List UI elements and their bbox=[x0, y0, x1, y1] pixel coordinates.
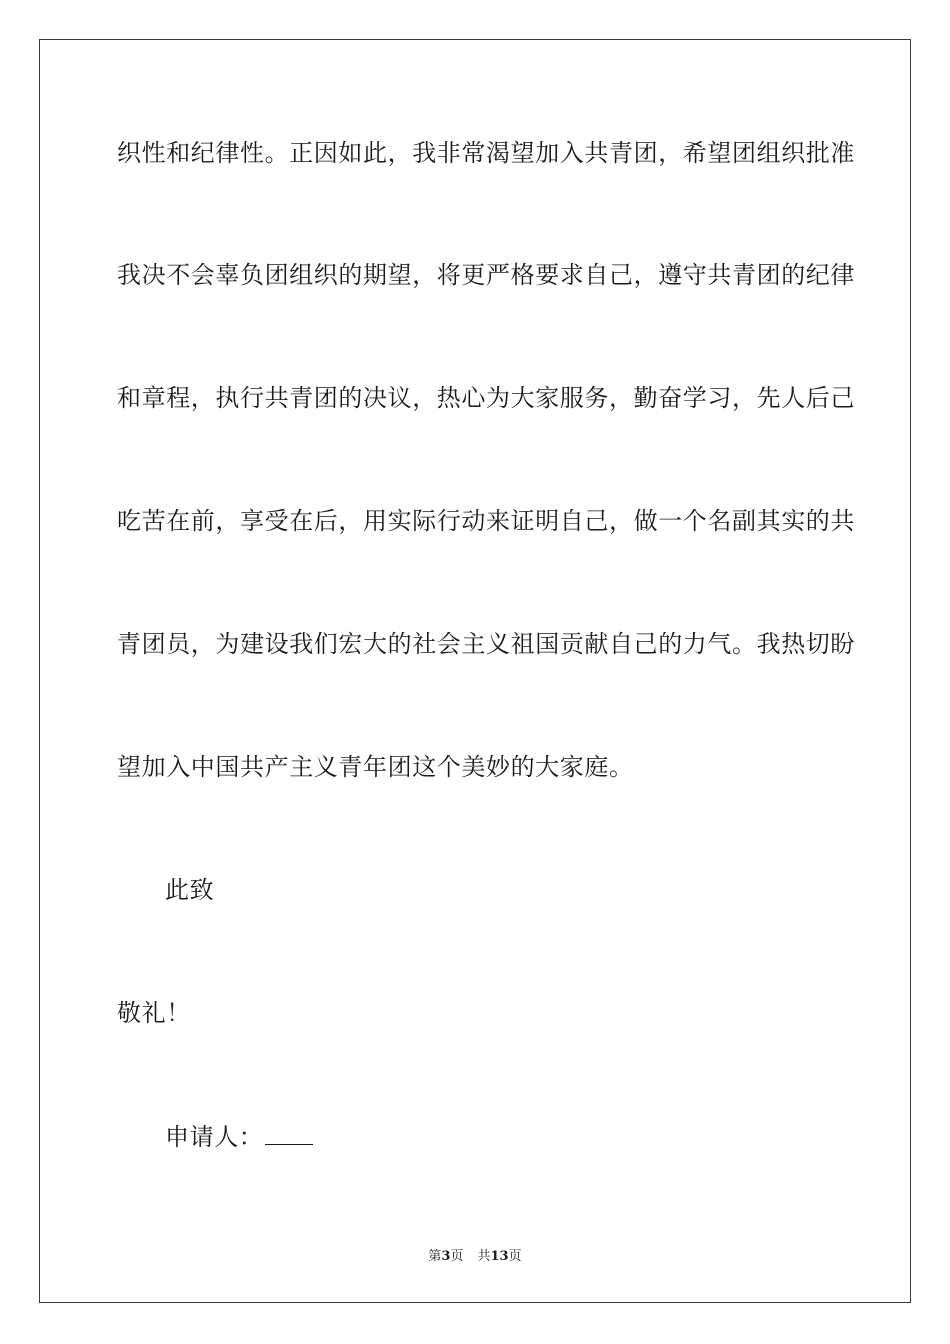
page-footer bbox=[0, 1248, 950, 1266]
applicant-label: 申请人： bbox=[165, 1123, 264, 1151]
footer-total-suffix: 页 bbox=[508, 1249, 522, 1264]
closing-text: 此致 bbox=[165, 876, 215, 904]
salute-text: 敬礼！ bbox=[117, 999, 191, 1027]
footer-page-prefix: 第 bbox=[428, 1249, 442, 1264]
footer-total-prefix: 共 bbox=[477, 1249, 491, 1264]
footer-page-total: 13 bbox=[490, 1249, 509, 1264]
applicant-signature-blank bbox=[265, 1126, 313, 1145]
footer-page-suffix: 页 bbox=[450, 1249, 464, 1264]
body-line-3: 和章程，执行共青团的决议，热心为大家服务，勤奋学习，先人后己 bbox=[117, 384, 855, 412]
body-line-1: 织性和纪律性。正因如此，我非常渴望加入共青团，希望团组织批准 bbox=[117, 139, 855, 167]
applicant-line bbox=[165, 1121, 885, 1153]
body-line-2: 我决不会辜负团组织的期望，将更严格要求自己，遵守共青团的纪律 bbox=[117, 261, 855, 289]
body-line-5: 青团员，为建设我们宏大的社会主义祖国贡献自己的力气。我热切盼 bbox=[117, 630, 855, 658]
page-border bbox=[39, 39, 911, 1303]
footer-page-current: 3 bbox=[441, 1249, 451, 1264]
body-line-4: 吃苦在前，享受在后，用实际行动来证明自己，做一个名副其实的共 bbox=[117, 507, 855, 535]
body-line-6: 望加入中国共产主义青年团这个美妙的大家庭。 bbox=[117, 753, 634, 781]
